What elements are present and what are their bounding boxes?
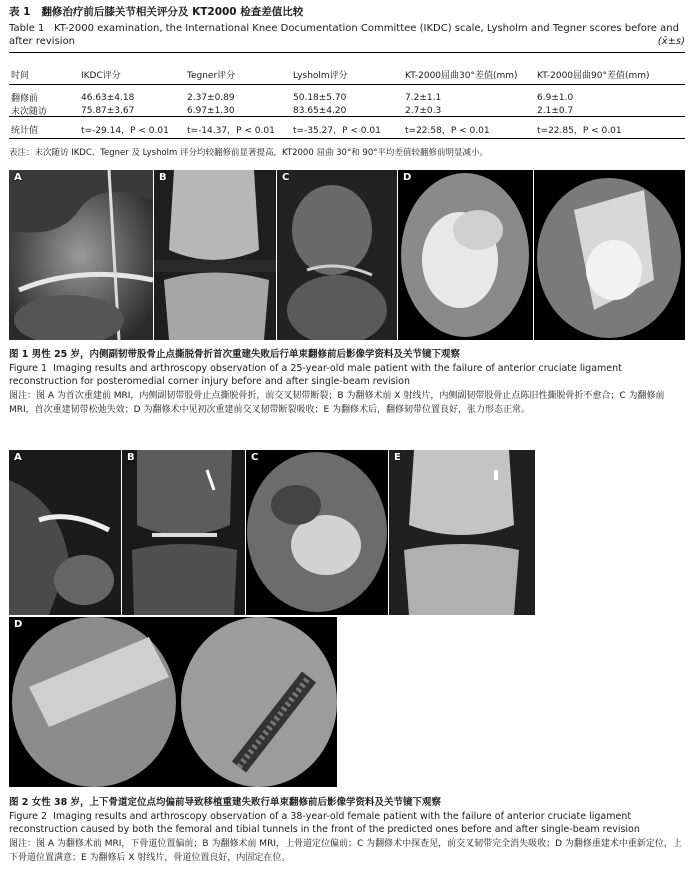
table-cell: 46.63±4.18 xyxy=(81,92,135,103)
table-cell: 83.65±4.20 xyxy=(293,105,347,116)
table-cell: 75.87±3.67 xyxy=(81,105,135,116)
panel-label: E xyxy=(394,452,401,463)
figure2-panel-e-xray xyxy=(389,450,535,615)
panel-label: B xyxy=(159,172,167,183)
panel-label: B xyxy=(127,452,135,463)
figure2-note: 图注：图 A 为翻修术前 MRI，下骨道位置偏前；B 为翻修术前 MRI，上骨道定位偏前；C 为翻修术中探查见，前交叉韧带完全消失吸收；D 为翻修重建术中重新定位，上下骨道位置满意；E 为翻修后 X 射线片，骨道位置良好，内固定在位。 xyxy=(9,839,682,863)
table-cell: 翻修前 xyxy=(11,94,39,104)
table-bottom-rule xyxy=(9,138,685,139)
figure1-panel-e-arthroscopy xyxy=(534,170,685,340)
figure1-panel-a-mri xyxy=(9,170,153,340)
table-cell: 末次随访 xyxy=(11,107,48,117)
panel-label: D xyxy=(14,619,23,630)
figure1-panel-d-arthroscopy xyxy=(398,170,533,340)
table-cell: 50.18±5.70 xyxy=(293,92,347,103)
table-header: Lysholm评分 xyxy=(293,70,348,81)
table-header: KT-2000屈曲30°差值(mm) xyxy=(405,70,518,81)
figure1-panel-b-xray xyxy=(154,170,276,340)
table-header: KT-2000屈曲90°差值(mm) xyxy=(537,70,650,81)
table-cell: t=-35.27，P < 0.01 xyxy=(293,126,381,136)
data-table xyxy=(9,63,685,136)
table-cell: 7.2±1.1 xyxy=(405,92,442,103)
figure1-note: 图注：图 A 为首次重建前 MRI，内侧副韧带股骨止点撕脱骨折，前交叉韧带断裂；B 为翻修术前 X 射线片，内侧副韧带股骨止点陈旧性撕脱骨折不愈合；C 为翻修前 MRI，首次重建韧带松弛失效；D 为翻修术中见初次重建前交叉韧带断裂吸收；E 为翻修术后，翻修韧带位置良好，张力形态正常。 xyxy=(9,391,665,415)
table-cell: 2.7±0.3 xyxy=(405,105,442,116)
figure1-caption-en: Figure 1 Imaging results and arthroscopy observation of a 25-year-old male patient with the failure of anterior cruciate ligament reconstruction for posteromedial corner injury before and after single-beam revision xyxy=(9,363,622,387)
panel-label: A xyxy=(14,172,22,183)
figure2-panel-d-arthroscopy xyxy=(9,617,337,787)
table-header-row xyxy=(9,63,685,85)
figure2-panel-b-mri xyxy=(122,450,245,615)
table-cell: t=22.85，P < 0.01 xyxy=(537,126,622,136)
table-cell: t=-14.37，P < 0.01 xyxy=(187,126,275,136)
figure2-caption-cn: 图 2 女性 38 岁，上下骨道定位点均偏前导致移植重建失败行单束翻修前后影像学资料及关节镜下观察 xyxy=(9,797,442,808)
table-row xyxy=(9,104,685,117)
table-cell: t=22.58，P < 0.01 xyxy=(405,126,490,136)
table-cell: 6.9±1.0 xyxy=(537,92,574,103)
table-caption-en: Table 1 KT-2000 examination, the International Knee Documentation Committee (IKDC) scale, Lysholm and Tegner scores before and after revision xyxy=(9,23,679,47)
panel-label: A xyxy=(14,452,22,463)
table-cell: 6.97±1.30 xyxy=(187,105,235,116)
panel-label: D xyxy=(403,172,412,183)
table-cell: 2.37±0.89 xyxy=(187,92,235,103)
table-top-rule xyxy=(9,52,685,53)
table-cell: 2.1±0.7 xyxy=(537,105,574,116)
figure2-panel-c-arthroscopy xyxy=(246,450,388,615)
table-cell: 统计值 xyxy=(11,126,39,136)
figure2-caption-en: Figure 2 Imaging results and arthroscopy observation of a 38-year-old female patient with the failure of anterior cruciate ligament reconstruction caused by both the femoral and tibial tunnels in the front of the predicted ones before and after single-beam revision xyxy=(9,811,640,835)
panel-label: E xyxy=(539,172,546,183)
table-row xyxy=(9,91,685,104)
table-cell: t=-29.14，P < 0.01 xyxy=(81,126,169,136)
figure1-caption-cn: 图 1 男性 25 岁，内侧副韧带股骨止点撕脱骨折首次重建失败后行单束翻修前后影像学资料及关节镜下观察 xyxy=(9,349,461,360)
table-caption-cn: 表 1 翻修治疗前后膝关节相关评分及 KT2000 检查差值比较 xyxy=(9,6,304,18)
panel-label: C xyxy=(251,452,259,463)
table-header: IKDC评分 xyxy=(81,70,121,81)
figure2-panel-a-mri xyxy=(9,450,121,615)
table-row xyxy=(9,123,685,136)
figure1-panel-c-mri xyxy=(277,170,397,340)
table-unit: (x̄±s) xyxy=(657,36,685,47)
table-note: 表注：末次随访 IKDC、Tegner 及 Lysholm 评分均较翻修前显著提高，KT2000 屈曲 30°和 90°平均差值较翻修前明显减小。 xyxy=(9,148,488,158)
table-header: Tegner评分 xyxy=(187,70,236,81)
table-header: 时间 xyxy=(11,70,30,81)
panel-label: C xyxy=(282,172,290,183)
